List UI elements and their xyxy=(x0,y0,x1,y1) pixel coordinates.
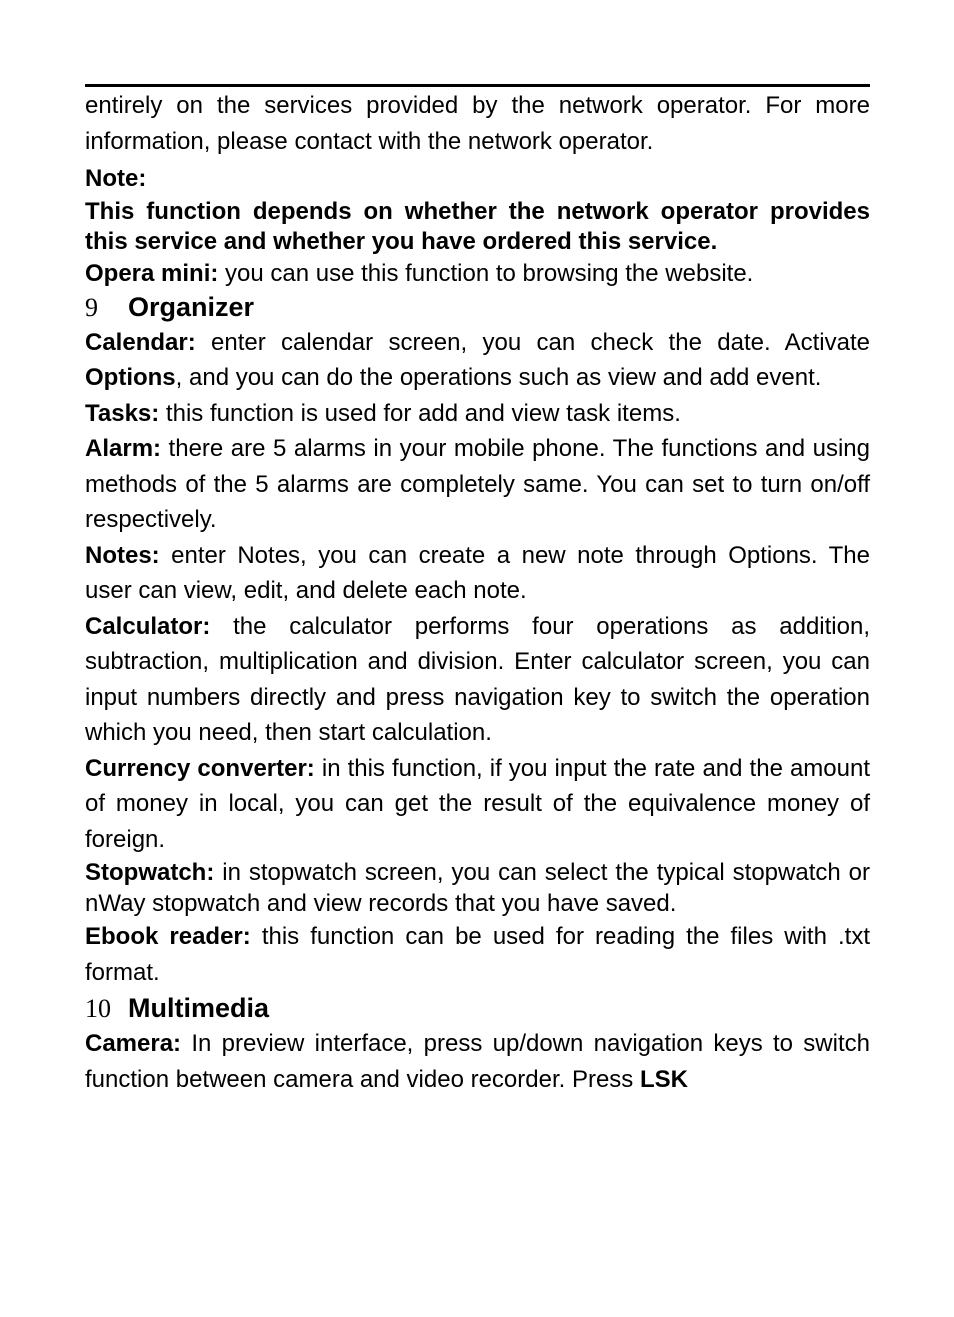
notes-paragraph xyxy=(85,538,870,609)
intro-text: entirely on the services provided by the network operator. For more information, please contact with the network operator. xyxy=(85,92,870,155)
section-title: Multimedia xyxy=(128,993,270,1023)
currency-paragraph xyxy=(85,751,870,858)
ebook-paragraph xyxy=(85,919,870,990)
alarm-label: Alarm: xyxy=(85,435,162,462)
lsk-label: LSK xyxy=(639,1065,688,1093)
page-content xyxy=(85,88,870,1097)
section-title: Organizer xyxy=(128,291,255,322)
camera-label: Camera: xyxy=(85,1030,182,1057)
calendar-text-2: , and you can do the operations such as view and add event. xyxy=(175,364,822,391)
calculator-label: Calculator: xyxy=(85,612,211,640)
calendar-text: enter calendar screen, you can check the date. Activate xyxy=(195,328,870,356)
intro-paragraph xyxy=(85,88,870,159)
note-heading: Note: xyxy=(85,165,147,192)
stopwatch-label: Stopwatch: xyxy=(85,859,215,886)
camera-paragraph xyxy=(85,1026,870,1097)
opera-text: you can use this function to browsing the website. xyxy=(218,259,754,287)
calculator-text: the calculator performs four operations as addition, subtraction, multiplication and division. Enter calculator screen, you can input numbers directly and press navigation key to switch the operation which you need, then start calculation. xyxy=(85,612,870,746)
calculator-paragraph xyxy=(85,609,870,751)
tasks-label: Tasks: xyxy=(85,399,160,427)
camera-text: In preview interface, press up/down navigation keys to switch function between camera and video recorder. Press xyxy=(85,1030,870,1093)
section-heading-organizer xyxy=(85,289,870,325)
notes-text: enter Notes, you can create a new note through Options. The user can view, edit, and delete each note. xyxy=(85,541,870,604)
currency-label: Currency converter: xyxy=(85,754,315,782)
section-number: 10 xyxy=(85,994,111,1023)
note-body: This function depends on whether the network operator provides this service and whether you have ordered this service. xyxy=(85,197,870,255)
alarm-text: there are 5 alarms in your mobile phone. The functions and using methods of the 5 alarms are completely same. You can set to turn on/off respectively. xyxy=(85,435,870,533)
tasks-paragraph xyxy=(85,396,870,432)
notes-label: Notes: xyxy=(85,541,160,569)
tasks-text: this function is used for add and view task items. xyxy=(159,399,681,427)
calendar-label: Calendar: xyxy=(85,328,196,356)
alarm-paragraph xyxy=(85,431,870,538)
ebook-text: this function can be used for reading the files with .txt format. xyxy=(85,923,870,986)
opera-label: Opera mini: xyxy=(85,259,219,287)
opera-paragraph xyxy=(85,258,870,289)
section-heading-multimedia xyxy=(85,990,870,1026)
options-label: Options xyxy=(85,364,176,391)
stopwatch-paragraph xyxy=(85,857,870,919)
calendar-paragraph xyxy=(85,325,870,396)
top-rule xyxy=(85,84,870,87)
currency-text: in this function, if you input the rate and the amount of money in local, you can get the result of the equivalence money of foreign. xyxy=(85,754,871,853)
stopwatch-text: in stopwatch screen, you can select the typical stopwatch or nWay stopwatch and view records that you have saved. xyxy=(85,859,870,917)
ebook-label: Ebook reader: xyxy=(85,923,251,950)
section-number: 9 xyxy=(85,292,98,322)
